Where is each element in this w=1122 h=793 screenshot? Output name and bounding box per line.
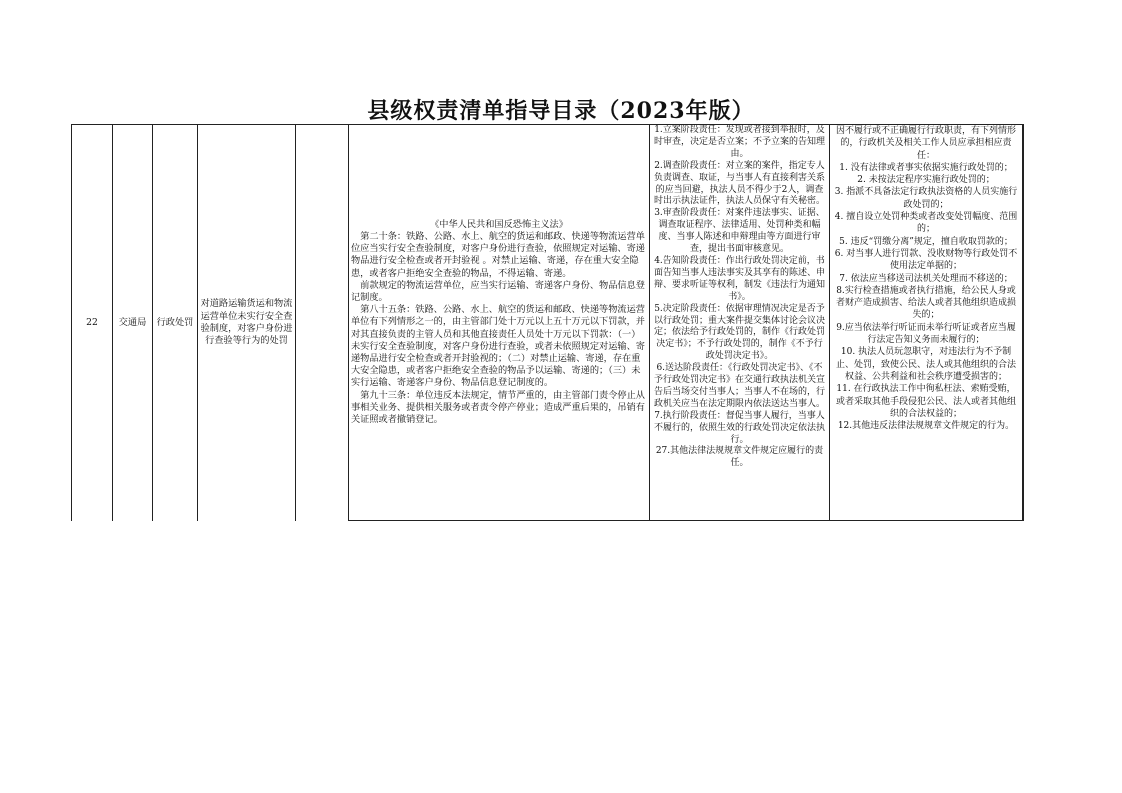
accountability-item: 3. 指派不具备法定行政执法资格的人员实施行政处罚的；: [834, 187, 1018, 210]
item-name-cell: 对道路运输货运和物流运营单位未实行安全查验制度，对客户身份进行查验等行为的处罚: [198, 125, 296, 521]
responsibility-cell: [650, 125, 830, 521]
accountability-item: 11. 在行政执法工作中徇私枉法、索贿受贿，或者采取其他手段侵犯公民、法人或者其他组织的合法权益的；: [835, 384, 1016, 419]
duty-item: 7.执行阶段责任：督促当事人履行，当事人不履行的，依照生效的行政处罚决定依法执行。: [653, 410, 825, 445]
accountability-item: 7. 依法应当移送司法机关处理而不移送的；: [839, 273, 1013, 284]
remarks-cell: [1023, 125, 1024, 521]
page-title: 县级权责清单指导目录（2023年版）: [367, 98, 755, 124]
basis-paragraph: 第八十五条：铁路、公路、水上、航空的货运和邮政、快递等物流运营单位有下列情形之一的，由主管部门处十万元以上五十万元以下罚款，并对其直接负责的主管人员和其他直接责任人员处十万元以下罚款：（一）未实行安全查验制度，对客户身份进行查验，或者未依照规定对运输、寄递物品进行安全检查或者开封验视的；（二）对禁止运输、寄递，存在重大安全隐患，或者客户拒绝安全查验的物品予以运输、寄递的；（三）未实行运输、寄递客户身份、物品信息登记制度的。: [351, 304, 645, 389]
department-cell: 交通局: [113, 125, 153, 521]
accountability-item: 1. 没有法律或者事实依据实施行政处罚的；: [839, 162, 1013, 173]
accountability-item: 8.实行检查措施或者执行措施，给公民人身或者财产造成损害、给法人或者其他组织造成损失的；: [835, 285, 1016, 321]
basis-paragraph: 第九十三条：单位违反本法规定，情节严重的，由主管部门责令停止从事相关业务、提供相关服务或者责令停产停业；造成严重后果的，吊销有关证照或者撤销登记。: [351, 389, 645, 426]
basis-paragraph: 第二十条：铁路、公路、水上、航空的货运和邮政、快递等物流运营单位应当实行安全查验制度，对客户身份进行查验，依照规定对运输、寄递物品进行安全检查或者开封验视 。对禁止运输、寄递，存在重大安全隐患，或者客户拒绝安全查验的物品，不得运输、寄递。: [351, 230, 645, 279]
duty-item: 5.决定阶段责任：依据审理情况决定是否予以行政处罚；重大案件提交集体讨论会议决定；依法给予行政处罚的，制作《行政处罚决定书》；不予行政处罚的，制作《不予行政处罚决定书》。: [653, 303, 825, 362]
duty-item: 2.调查阶段责任：对立案的案件，指定专人负责调查、取证，与当事人有直接利害关系的应当回避，执法人员不得少于2人，调查时出示执法证件，执法人员保守有关秘密。: [653, 160, 825, 207]
accountability-item: 4. 擅自设立处罚种类或者改变处罚幅度、范围的；: [834, 212, 1018, 235]
accountability-item: 12.其他违反法律法规规章文件规定的行为。: [837, 421, 1015, 432]
duty-item: 4.告知阶段责任：作出行政处罚决定前，书面告知当事人违法事实及其享有的陈述、申辩、要求听证等权利，制发《违法行为通知书》。: [653, 255, 825, 302]
duty-item: 27.其他法律法规规章文件规定应履行的责任。: [655, 446, 824, 469]
legal-basis-cell: [349, 125, 650, 521]
basis-paragraph: 前款规定的物流运营单位，应当实行运输、寄递客户身份、物品信息登记制度。: [351, 279, 645, 303]
duty-item: 3.审查阶段责任：对案件违法事实、证据、调查取证程序、法律适用、处罚种类和幅度、当事人陈述和申辩理由等方面进行审查，提出书面审核意见。: [654, 208, 825, 255]
table-row: [72, 125, 1024, 521]
power-type-cell: 行政处罚: [153, 125, 198, 521]
law-title: 《中华人民共和国反恐怖主义法》: [430, 218, 568, 230]
accountability-item: 6. 对当事人进行罚款、没收财物等行政处罚不使用法定单据的；: [834, 248, 1018, 272]
accountability-item: 9.应当依法举行听证而未举行听证或者应当履行法定告知义务而未履行的；: [836, 322, 1016, 346]
accountability-item: 10. 执法人员玩忽职守，对违法行为不予制止、处罚，致使公民、法人或其他组织的合法权益、公共利益和社会秩序遭受损害的；: [835, 347, 1016, 382]
sub-item-cell: [296, 125, 349, 521]
duty-item: 6.送达阶段责任：《行政处罚决定书》、《不予行政处罚决定书》在交通行政执法机关宣告后当场交付当事人；当事人不在场的，行政机关应当在法定期限内依法送达当事人。: [653, 363, 825, 409]
accountability-item: 2. 未按法定程序实施行政处罚的；: [857, 175, 995, 186]
accountability-item: 5. 违反“罚缴分离”规定，擅自收取罚款的；: [839, 236, 1013, 247]
accountability-cell: [830, 125, 1023, 521]
accountability-item: 因不履行或不正确履行行政职责，有下列情形的，行政机关及相关工作人员应承担相应责任：: [835, 126, 1016, 161]
row-index-cell: 22: [72, 125, 113, 521]
power-list-table: [71, 124, 1024, 521]
duty-item: 1.立案阶段责任：发现或者接到举报时，及时审查，决定是否立案；不予立案的告知理由。: [653, 125, 825, 159]
